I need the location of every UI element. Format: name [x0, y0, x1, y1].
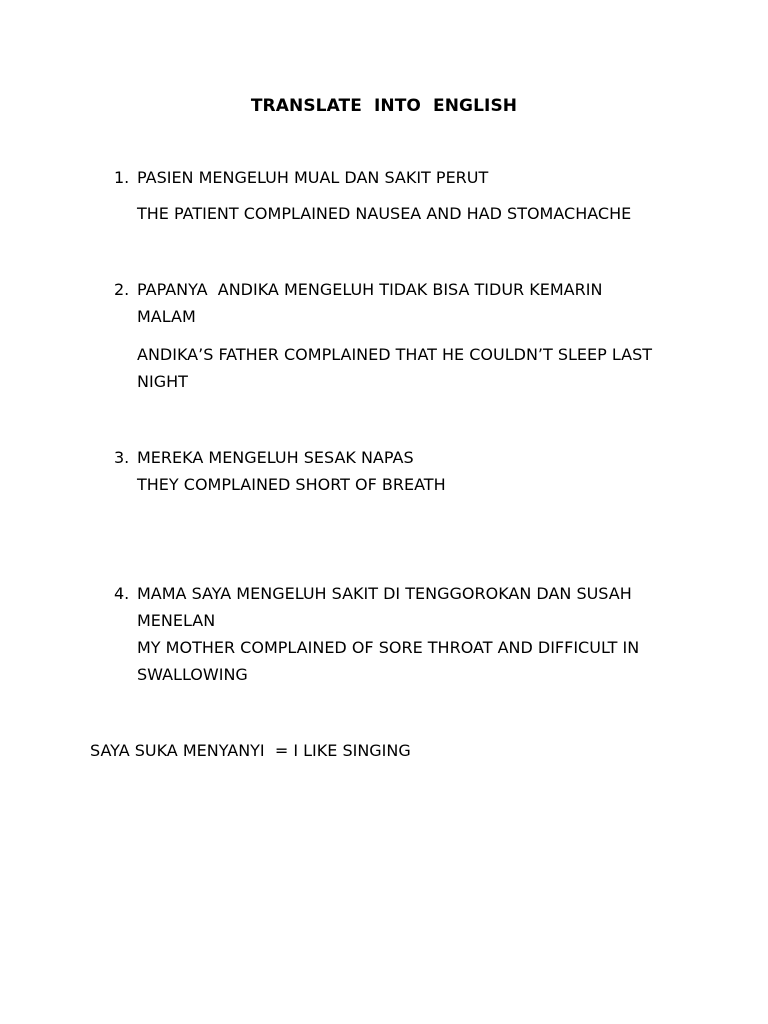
item-number: 3.: [114, 448, 130, 467]
item-translation-text: NIGHT: [137, 372, 188, 391]
item-number: 2.: [114, 280, 130, 299]
item-source-text: MENELAN: [137, 611, 216, 630]
item-source-text: PAPANYA ANDIKA MENGELUH TIDAK BISA TIDUR KEMARIN: [137, 280, 603, 299]
item-translation-text: MY MOTHER COMPLAINED OF SORE THROAT AND DIFFICULT IN: [137, 638, 640, 657]
item-source-text: MAMA SAYA MENGELUH SAKIT DI TENGGOROKAN DAN SUSAH: [137, 584, 632, 603]
item-source-text: MALAM: [137, 307, 196, 326]
item-number: 4.: [114, 584, 130, 603]
item-translation-text: ANDIKA’S FATHER COMPLAINED THAT HE COULDN’T SLEEP LAST: [137, 345, 653, 364]
item-number: 1.: [114, 168, 130, 187]
page-title: TRANSLATE INTO ENGLISH: [250, 96, 518, 116]
item-source-text: MEREKA MENGELUH SESAK NAPAS: [137, 448, 414, 467]
footer-example: SAYA SUKA MENYANYI = I LIKE SINGING: [90, 741, 411, 760]
item-translation-text: THE PATIENT COMPLAINED NAUSEA AND HAD STOMACHACHE: [137, 204, 632, 223]
item-source-text: PASIEN MENGELUH MUAL DAN SAKIT PERUT: [137, 168, 489, 187]
item-translation-text: SWALLOWING: [137, 665, 248, 684]
item-translation-text: THEY COMPLAINED SHORT OF BREATH: [137, 475, 446, 494]
